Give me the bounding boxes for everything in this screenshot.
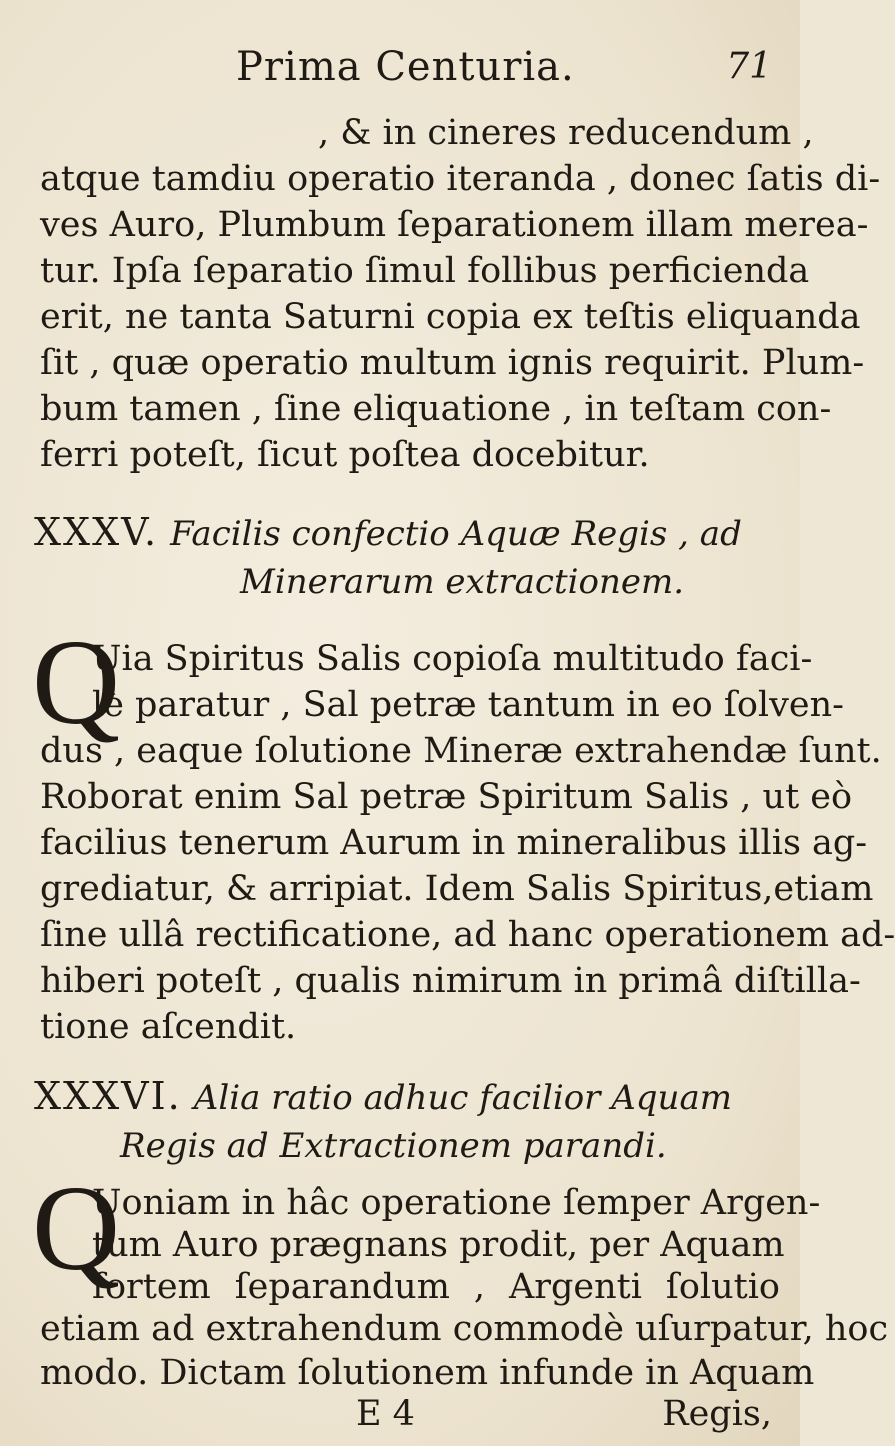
text-line: ves Auro, Plumbum ſeparationem illam merea- <box>40 205 869 245</box>
text-line: etiam ad extrahendum commodè uſurpatur, hoc <box>40 1309 889 1349</box>
text-line: hiberi poteſt , qualis nimirum in primâ diſtilla- <box>40 961 861 1001</box>
text-line: lè paratur , Sal petræ tantum in eo ſolven- <box>92 685 844 725</box>
catchword: Regis, <box>662 1394 772 1434</box>
text-line: , & in cineres reducendum , <box>318 113 814 153</box>
running-header <box>236 44 780 94</box>
text-line: tur. Ipſa ſeparatio ſimul follibus perficienda <box>40 251 810 291</box>
text-line: Uoniam in hâc operatione ſemper Argen- <box>92 1183 821 1223</box>
text-line: ſit , quæ operatio multum ignis requirit. Plum- <box>40 343 865 383</box>
drop-cap: Q <box>32 615 121 750</box>
section-title-continuation: Regis ad Extractionem parandi. <box>120 1126 667 1166</box>
text-line: dus , eaque ſolutione Mineræ extrahendæ ſunt. <box>40 731 882 771</box>
drop-cap: Q <box>32 1161 121 1296</box>
section-number: XXXVI. <box>34 1074 182 1118</box>
text-line: erit, ne tanta Saturni copia ex teſtis eliquanda <box>40 297 861 337</box>
page-number: 71 <box>726 46 772 87</box>
text-line: Uia Spiritus Salis copioſa multitudo faci- <box>92 639 813 679</box>
section-heading <box>34 508 742 558</box>
text-line: tum Auro prægnans prodit, per Aquam <box>92 1225 785 1265</box>
section-title: Facilis confectio Aquæ Regis , ad <box>170 514 742 554</box>
running-title: Prima Centuria. <box>236 44 575 90</box>
signature-mark: E 4 <box>356 1394 415 1434</box>
text-line: fortem ſeparandum , Argenti ſolutio <box>92 1267 780 1307</box>
page-footer <box>40 1394 780 1440</box>
section-heading <box>34 1072 732 1122</box>
text-line: ferri poteſt, ſicut poſtea docebitur. <box>40 435 650 475</box>
text-line: bum tamen , ſine eliquatione , in teſtam con- <box>40 389 832 429</box>
section-title-continuation: Minerarum extractionem. <box>240 562 685 602</box>
text-line: tione aſcendit. <box>40 1007 297 1047</box>
text-line: ſine ullâ rectificatione, ad hanc operationem ad- <box>40 915 895 955</box>
text-line: atque tamdiu operatio iteranda , donec ſatis di- <box>40 159 881 199</box>
text-line: facilius tenerum Aurum in mineralibus illis ag- <box>40 823 868 863</box>
section-number: XXXV. <box>34 510 159 554</box>
text-line: Roborat enim Sal petræ Spiritum Salis , ut eò <box>40 777 853 817</box>
text-line: modo. Dictam ſolutionem infunde in Aquam <box>40 1353 815 1393</box>
text-line: grediatur, & arripiat. Idem Salis Spiritus,etiam <box>40 869 874 909</box>
section-title: Alia ratio adhuc facilior Aquam <box>193 1078 732 1118</box>
